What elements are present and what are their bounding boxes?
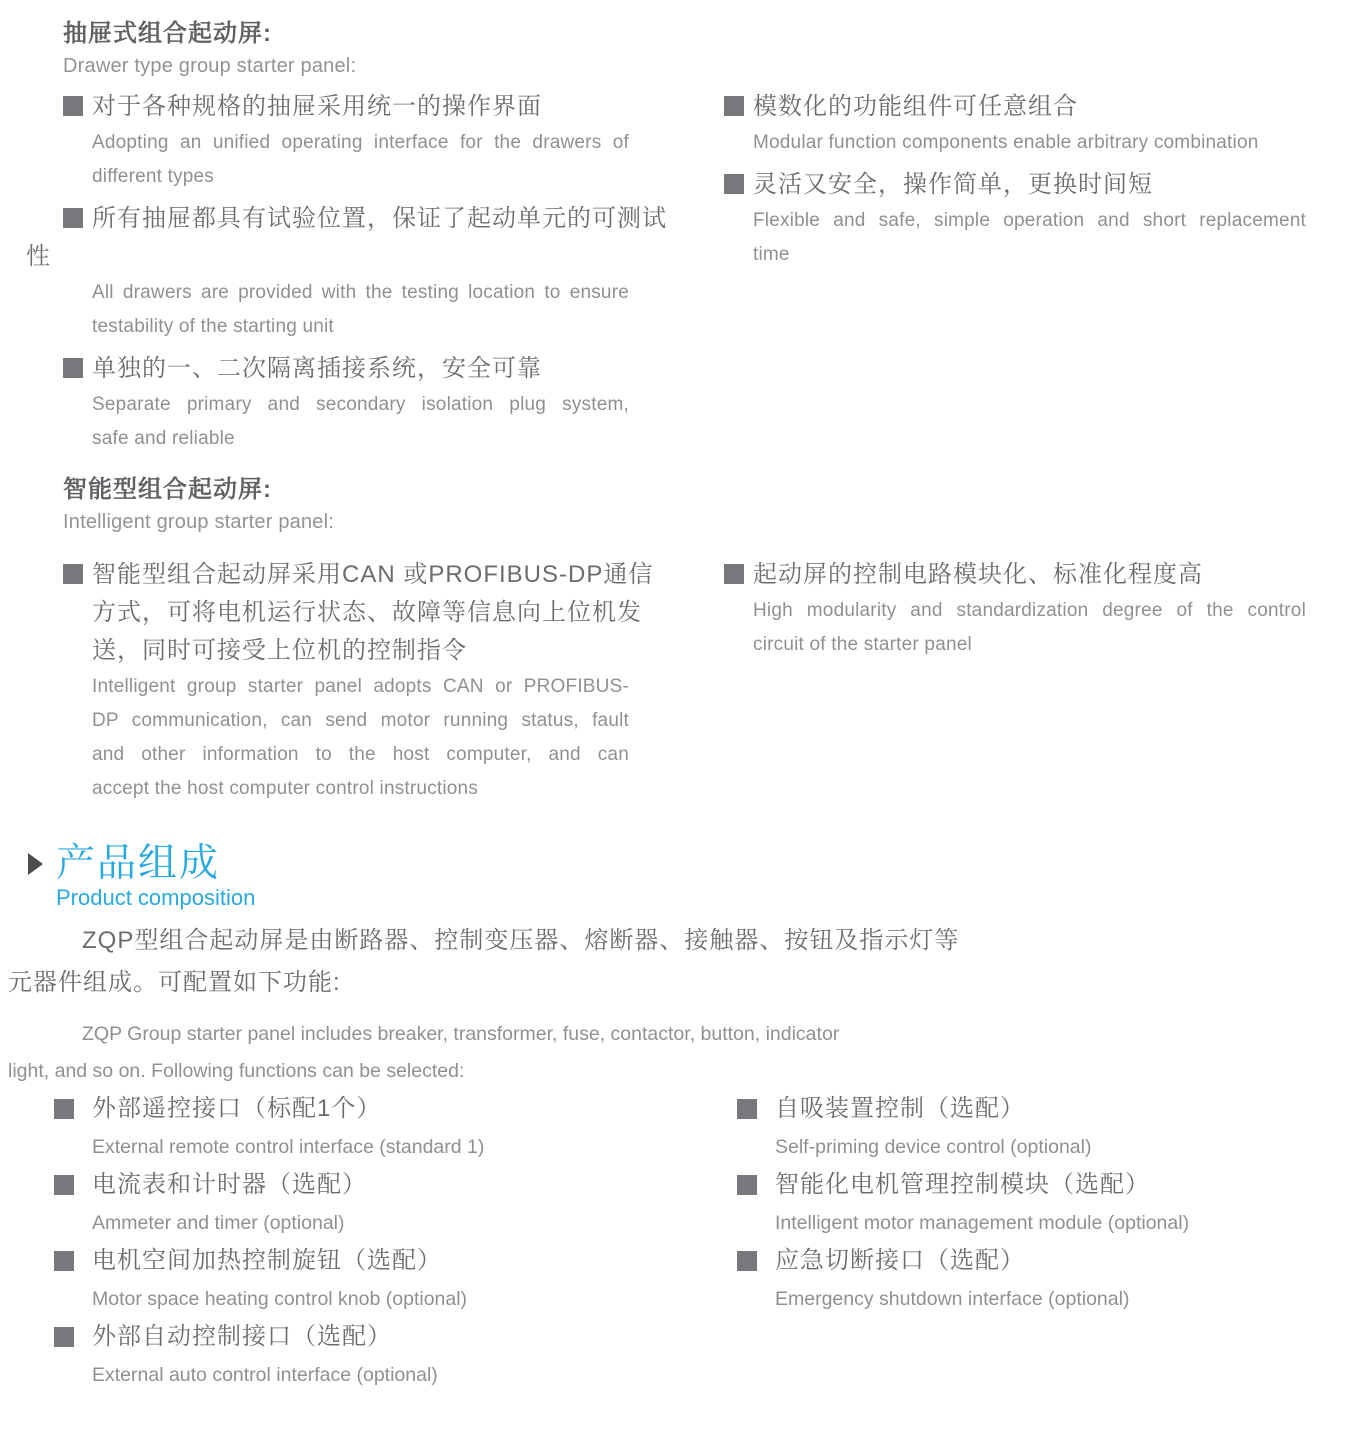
bullet-text-en: Adopting an unified operating interface for the drawers of [92, 132, 629, 153]
feature-text-en: External auto control interface (optional) [92, 1364, 438, 1386]
bullet-square-icon [737, 1099, 757, 1119]
section-drawer-right-column [724, 88, 1306, 278]
bullet-text-en: DP communication, can send motor running status, fault [92, 710, 629, 731]
bullet-item [724, 88, 1306, 160]
feature-text-cn: 自吸装置控制（选配） [775, 1095, 1025, 1122]
feature-text-en: Motor space heating control knob (optional) [92, 1288, 468, 1310]
bullet-item [63, 350, 629, 456]
composition-title-en: Product composition [56, 885, 256, 910]
bullet-square-icon [63, 96, 83, 116]
section-arrow-icon [28, 853, 43, 875]
feature-text-en: External remote control interface (standard 1) [92, 1136, 485, 1158]
bullet-text-en: accept the host computer control instructions [92, 778, 479, 799]
bullet-text-en: Intelligent group starter panel adopts CAN or PROFIBUS- [92, 676, 629, 697]
bullet-item [63, 88, 629, 194]
feature-item [737, 1166, 1337, 1242]
feature-list-left [54, 1090, 674, 1394]
feature-text-cn: 电机空间加热控制旋钮（选配） [92, 1247, 442, 1274]
feature-text-en: Emergency shutdown interface (optional) [775, 1288, 1130, 1310]
bullet-square-icon [737, 1175, 757, 1195]
bullet-text-cn: 单独的一、二次隔离插接系统，安全可靠 [92, 355, 542, 382]
section-heading-en: Intelligent group starter panel: [63, 511, 335, 533]
bullet-item [63, 556, 654, 806]
bullet-text-cn: 性 [26, 243, 51, 270]
feature-text-cn: 电流表和计时器（选配） [92, 1171, 367, 1198]
feature-text-en: Ammeter and timer (optional) [92, 1212, 345, 1234]
bullet-text-cn: 方式，可将电机运行状态、故障等信息向上位机发 [92, 599, 642, 626]
bullet-square-icon [737, 1251, 757, 1271]
section-drawer-left-column [26, 18, 667, 462]
bullet-text-en: Modular function components enable arbitrary combination [753, 132, 1259, 153]
bullet-text-cn: 起动屏的控制电路模块化、标准化程度高 [753, 561, 1203, 588]
bullet-text-en: Separate primary and secondary isolation plug system, [92, 394, 629, 415]
bullet-text-cn: 所有抽屉都具有试验位置，保证了起动单元的可测试 [92, 205, 667, 232]
bullet-item [724, 556, 1306, 662]
bullet-text-cn: 模数化的功能组件可任意组合 [753, 93, 1078, 120]
bullet-square-icon [54, 1175, 74, 1195]
bullet-text-cn: 智能型组合起动屏采用CAN 或PROFIBUS-DP通信 [92, 561, 654, 588]
composition-paragraph-cn [8, 920, 960, 1004]
feature-text-cn: 外部自动控制接口（选配） [92, 1323, 392, 1350]
feature-item [54, 1318, 674, 1394]
feature-item [737, 1242, 1337, 1318]
bullet-square-icon [63, 358, 83, 378]
bullet-text-en: All drawers are provided with the testing location to ensure [92, 282, 629, 303]
paragraph-cn-line: 元器件组成。可配置如下功能: [8, 969, 341, 996]
bullet-text-cn: 灵活又安全，操作简单，更换时间短 [753, 171, 1153, 198]
bullet-text-en: High modularity and standardization degree of the control [753, 600, 1306, 621]
feature-text-en: Intelligent motor management module (optional) [775, 1212, 1190, 1234]
section-intelligent-left-column [63, 474, 654, 812]
section-intelligent-right-column [724, 556, 1306, 668]
paragraph-en-line: light, and so on. Following functions can be selected: [8, 1060, 465, 1082]
bullet-text-en: testability of the starting unit [92, 316, 334, 337]
bullet-text-en: Flexible and safe, simple operation and short replacement [753, 210, 1306, 231]
feature-text-cn: 智能化电机管理控制模块（选配） [775, 1171, 1150, 1198]
composition-title-cn: 产品组成 [56, 842, 221, 885]
bullet-square-icon [724, 564, 744, 584]
bullet-square-icon [724, 174, 744, 194]
feature-item [54, 1166, 674, 1242]
bullet-text-en: safe and reliable [92, 428, 235, 449]
feature-text-cn: 应急切断接口（选配） [775, 1247, 1025, 1274]
feature-item [737, 1090, 1337, 1166]
bullet-item [26, 200, 667, 344]
bullet-square-icon [63, 564, 83, 584]
feature-list-right [737, 1090, 1337, 1318]
bullet-text-cn: 对于各种规格的抽屉采用统一的操作界面 [92, 93, 542, 120]
composition-title-row [28, 843, 220, 885]
bullet-text-en: and other information to the host computer, and can [92, 744, 629, 765]
feature-item [54, 1090, 674, 1166]
paragraph-en-line: ZQP Group starter panel includes breaker, transformer, fuse, contactor, button, indicator [82, 1023, 840, 1045]
bullet-text-cn: 送，同时可接受上位机的控制指令 [92, 637, 467, 664]
bullet-text-en: time [753, 244, 790, 265]
bullet-item [724, 166, 1306, 272]
bullet-square-icon [63, 208, 83, 228]
bullet-text-en: circuit of the starter panel [753, 634, 972, 655]
bullet-square-icon [54, 1327, 74, 1347]
bullet-text-en: different types [92, 166, 215, 187]
feature-item [54, 1242, 674, 1318]
bullet-square-icon [54, 1251, 74, 1271]
paragraph-cn-line: ZQP型组合起动屏是由断路器、控制变压器、熔断器、接触器、按钮及指示灯等 [82, 927, 960, 954]
section-heading-cn: 智能型组合起动屏: [63, 476, 272, 503]
feature-text-cn: 外部遥控接口（标配1个） [92, 1095, 382, 1122]
section-heading-cn: 抽屉式组合起动屏: [63, 20, 272, 47]
bullet-square-icon [54, 1099, 74, 1119]
section-heading-en: Drawer type group starter panel: [63, 55, 357, 77]
feature-text-en: Self-priming device control (optional) [775, 1136, 1092, 1158]
composition-paragraph-en [8, 1016, 908, 1090]
bullet-square-icon [724, 96, 744, 116]
